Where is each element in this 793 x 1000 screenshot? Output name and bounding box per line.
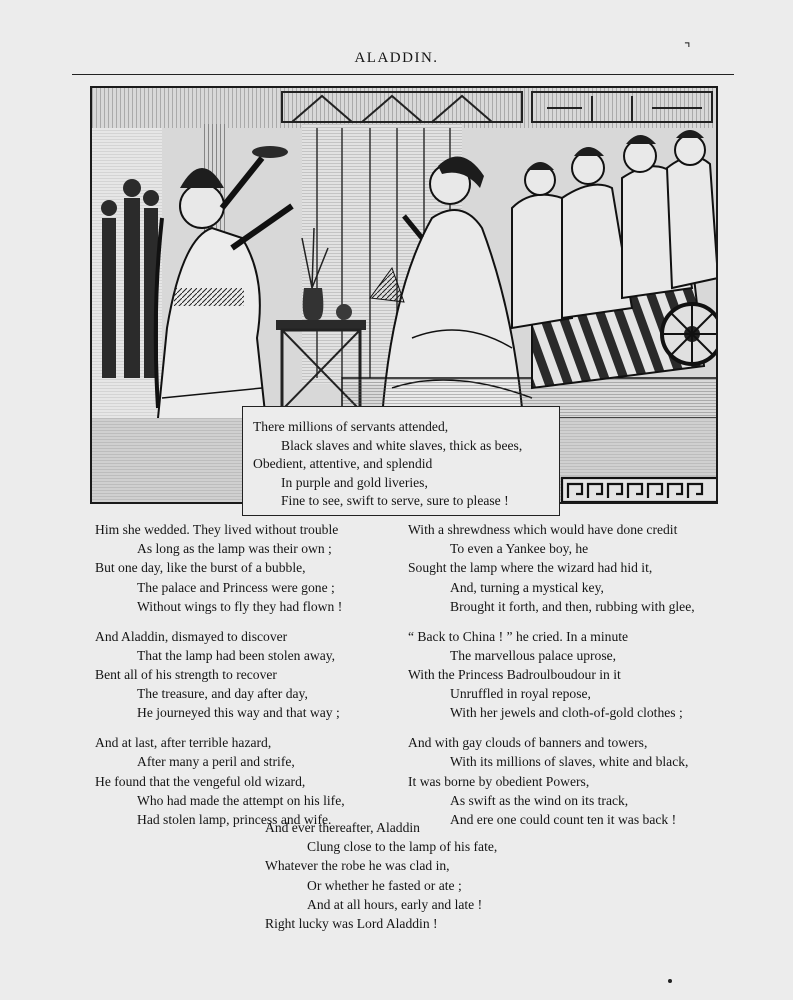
verse-line: Unruffled in royal repose, bbox=[450, 686, 591, 702]
verse-line: That the lamp had been stolen away, bbox=[137, 647, 336, 663]
verse-line: With its millions of slaves, white and black, bbox=[450, 754, 689, 770]
stanza bbox=[95, 520, 405, 616]
stanza bbox=[95, 733, 405, 829]
verse-line: “ Back to China ! ” he cried. In a minute bbox=[408, 628, 629, 644]
verse-line: As long as the lamp was their own ; bbox=[137, 541, 332, 557]
verse-line: Or whether he fasted or ate ; bbox=[307, 877, 462, 893]
verse-line: The palace and Princess were gone ; bbox=[137, 579, 335, 595]
verse-line: The treasure, and day after day, bbox=[137, 686, 308, 702]
ink-speck bbox=[668, 979, 672, 983]
verse-line: Brought it forth, and then, rubbing with glee, bbox=[450, 598, 695, 614]
verse-line: Who had made the attempt on his life, bbox=[137, 792, 345, 808]
verse-line: He found that the vengeful old wizard, bbox=[95, 773, 306, 789]
verse-line: As swift as the wind on its track, bbox=[450, 792, 629, 808]
verse-line: After many a peril and strife, bbox=[137, 754, 295, 770]
verse-line: Him she wedded. They lived without trouble bbox=[95, 522, 339, 537]
caption-line: In purple and gold liveries, bbox=[281, 474, 428, 490]
verse-line: It was borne by obedient Powers, bbox=[408, 773, 590, 789]
verse-line: Sought the lamp where the wizard had hid it, bbox=[408, 560, 653, 576]
caption-line: Fine to see, swift to serve, sure to please ! bbox=[281, 493, 509, 509]
verse-line: But one day, like the burst of a bubble, bbox=[95, 560, 306, 576]
verse-line: And ere one could count ten it was back ! bbox=[450, 812, 677, 828]
verse-line: Had stolen lamp, princess and wife. bbox=[137, 812, 332, 828]
verse-line: Right lucky was Lord Aladdin ! bbox=[265, 916, 438, 932]
verse-line: Clung close to the lamp of his fate, bbox=[307, 839, 498, 855]
verse-line: And at last, after terrible hazard, bbox=[95, 735, 272, 751]
verse-line: And with gay clouds of banners and towers, bbox=[408, 735, 648, 751]
stanza bbox=[408, 627, 738, 723]
header-rule bbox=[72, 74, 734, 75]
stanza bbox=[408, 733, 738, 829]
corner-mark: ⌝ bbox=[684, 42, 691, 57]
verse-line: And, turning a mystical key, bbox=[450, 579, 604, 595]
verse-line: With a shrewdness which would have done credit bbox=[408, 522, 678, 537]
stanza bbox=[95, 627, 405, 723]
caption-line: There millions of servants attended, bbox=[253, 419, 449, 434]
verse-line: Without wings to fly they had flown ! bbox=[137, 598, 343, 614]
verse-line: And Aladdin, dismayed to discover bbox=[95, 628, 288, 644]
verse-line: And ever thereafter, Aladdin bbox=[265, 820, 420, 835]
verse-line: Whatever the robe he was clad in, bbox=[265, 858, 450, 874]
verse-line: Bent all of his strength to recover bbox=[95, 667, 277, 683]
verse-line: To even a Yankee boy, he bbox=[450, 541, 589, 557]
verse-line: With the Princess Badroulboudour in it bbox=[408, 667, 621, 683]
closing-stanza bbox=[265, 818, 595, 933]
verse-line: The marvellous palace uprose, bbox=[450, 647, 617, 663]
running-head: ALADDIN. bbox=[354, 50, 439, 66]
illustration-caption bbox=[242, 406, 560, 516]
verse-line: With her jewels and cloth-of-gold clothes ; bbox=[450, 705, 683, 721]
caption-line: Obedient, attentive, and splendid bbox=[253, 456, 433, 472]
poem-left-column bbox=[95, 520, 405, 840]
caption-line: Black slaves and white slaves, thick as bees, bbox=[281, 437, 523, 453]
verse-line: He journeyed this way and that way ; bbox=[137, 705, 340, 721]
stanza bbox=[408, 520, 738, 616]
poem-right-column bbox=[408, 520, 738, 840]
verse-line: And at all hours, early and late ! bbox=[307, 896, 483, 912]
